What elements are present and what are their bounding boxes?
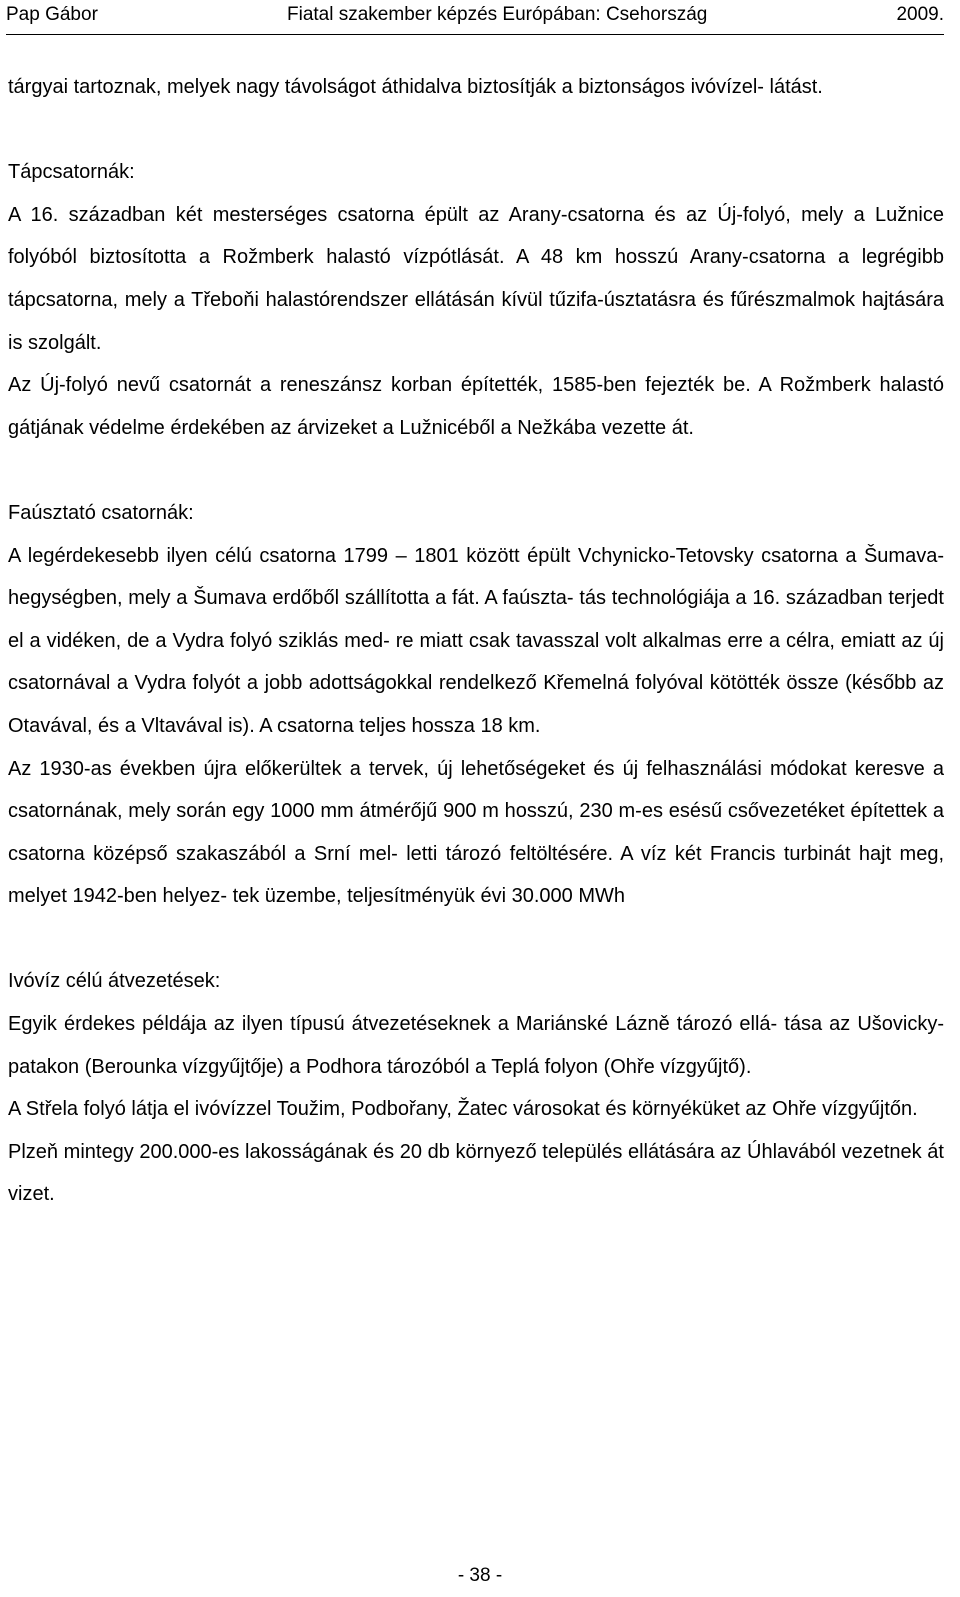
section-heading-ivoviz: Ivóvíz célú átvezetések: — [8, 970, 221, 993]
running-header — [6, 0, 944, 30]
header-title: Fiatal szakember képzés Európában: Csehország — [287, 4, 708, 25]
paragraph: A Střela folyó látja el ivóvízzel Toužim, Podbořany, Žatec városokat és környéküket az Ohře vízgyűjtőn. — [8, 1098, 918, 1121]
paragraph: Plzeň mintegy 200.000-es lakosságának és 20 db környező település ellátására az Úhlavából vezetnek át vizet. — [8, 1140, 944, 1206]
section-heading-tapcsatornak: Tápcsatornák: — [8, 161, 135, 184]
section-heading-fausztato: Faúsztató csatornák: — [8, 501, 194, 524]
paragraph: Az 1930-as években újra előkerültek a tervek, új lehetőségeket és új felhasználási módokat keresve a csatornának, mely során egy 1000 mm átmérőjű 900 m hosszú, 230 m-es esésű csővezetéket építettek a csatorna középső szakaszából a Srní mel- letti tározó feltöltésére. A víz két Francis turbinát hajt meg, melyet 1942-ben helyez- tek üzembe, teljesítményük évi 30.000 MWh — [8, 757, 944, 908]
page-number: - 38 - — [457, 1565, 503, 1586]
paragraph: A 16. században két mesterséges csatorna épült az Arany-csatorna és az Új-folyó, mely a Lužnice folyóból biztosította a Rožmberk halastó vízpótlását. A 48 km hosszú Arany-csatorna a legrégibb tápcsatorna, mely a Třeboňi halastórendszer ellátásán kívül tűzifa-úsztatásra és fűrészmalmok hajtására is szolgált. — [8, 203, 944, 354]
header-author: Pap Gábor — [6, 4, 98, 25]
header-divider — [6, 34, 944, 35]
page-body — [8, 66, 944, 1216]
paragraph: Az Új-folyó nevű csatornát a reneszánsz korban építették, 1585-ben fejezték be. A Rožmberk halastó gátjának védelme érdekében az árvizeket a Lužnicéből a Nežkába vezette át. — [8, 374, 944, 439]
paragraph: Egyik érdekes példája az ilyen típusú átvezetéseknek a Mariánské Lázně tározó ellá- tása az Ušovicky-patakon (Berounka vízgyűjtője) a Podhora tározóból a Teplá folyon (Ohře vízgyűjtő). — [8, 1013, 944, 1078]
paragraph: A legérdekesebb ilyen célú csatorna 1799 – 1801 között épült Vchynicko-Tetovsky csatorna a Šumava-hegységben, mely a Šumava erdőből szállította a fát. A faúszta- tás technológiája a 16. században terjedt el a vidéken, de a Vydra folyó sziklás med- re miatt csak tavasszal volt alkalmas erre a célra, emiatt az új csatornával a Vydra folyót a jobb adottságokkal rendelkező Křemelná folyóval kötötték össze (később az Otavával, és a Vltavával is). A csatorna teljes hossza 18 km. — [8, 544, 944, 737]
header-year: 2009. — [896, 4, 944, 25]
intro-paragraph: tárgyai tartoznak, melyek nagy távolságot áthidalva biztosítják a biztonságos ivóvízel- látást. — [8, 76, 823, 98]
